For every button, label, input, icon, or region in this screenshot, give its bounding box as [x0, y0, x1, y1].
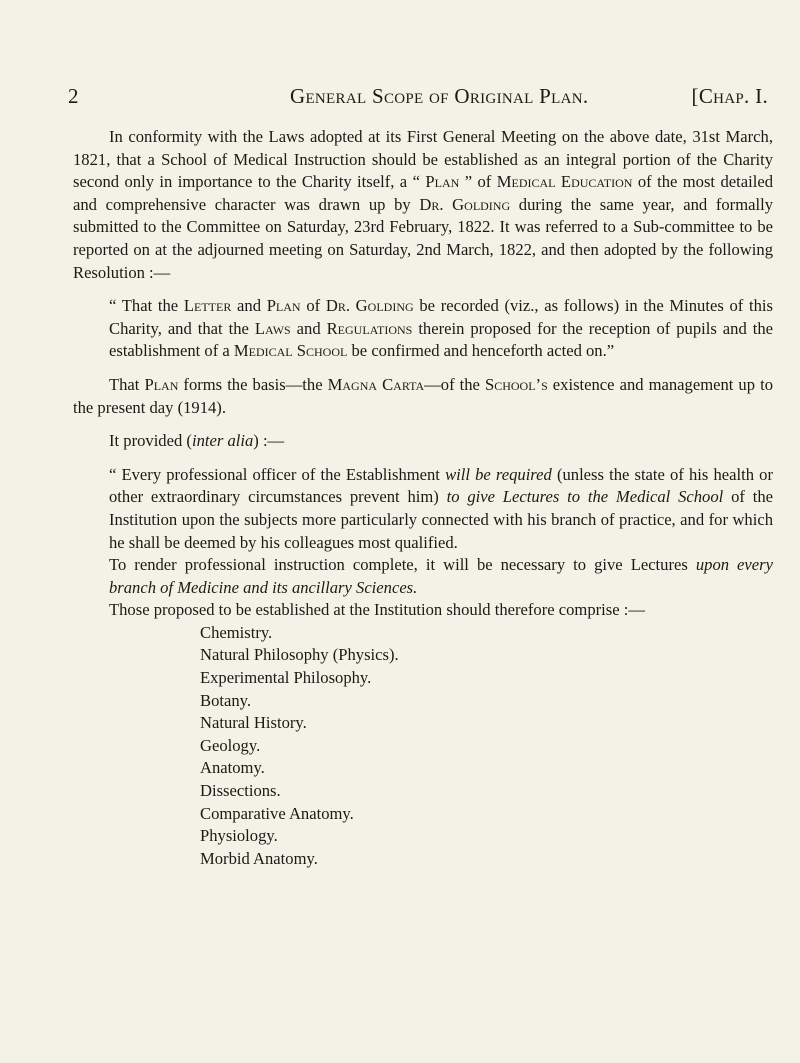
paragraph-render: [109, 554, 773, 599]
running-title: General Scope of Original Plan.: [290, 84, 589, 108]
text-run: of the most detailed and comprehensive character was drawn up by: [73, 172, 773, 214]
text-run: be recorded (viz., as follows) in the Minutes of this Charity, and that the: [109, 296, 773, 338]
text-run: Dr. Golding: [325, 296, 414, 316]
text-run: and: [231, 296, 267, 316]
text-run: Those proposed to be established at the Institution should therefore comprise :—: [109, 600, 645, 620]
text-run: to give Lectures to the Medical School: [446, 487, 724, 507]
resolution-quote: [109, 295, 773, 363]
text-run: —of the: [424, 374, 485, 394]
lectures-quote: [109, 464, 773, 554]
text-run: upon every branch of Medicine and its ancillary Sciences.: [109, 555, 773, 597]
text-run: existence and management up to the present day (1914).: [73, 374, 773, 417]
text-run: Plan: [144, 374, 179, 394]
text-run: (unless the state of his health or other extraordinary circumstances prevent him): [109, 464, 773, 507]
page-number: 2: [68, 84, 79, 108]
list-item: Anatomy.: [200, 758, 265, 778]
list-item: Chemistry.: [200, 622, 273, 642]
subject-list: [200, 622, 773, 871]
text-run: “ Every professional officer of the Establishment: [109, 464, 446, 484]
page-body: [73, 126, 773, 870]
text-run: of: [300, 296, 326, 316]
text-run: Laws: [254, 318, 291, 338]
text-run: Plan: [266, 296, 301, 316]
list-item: Morbid Anatomy.: [200, 848, 318, 868]
text-run: In conformity with the Laws adopted at its First General Meeting on the above date, 31st March, 1821, that a School of Medical Instruction should be established as an integral portion of the Charity second only in importance to the Charity itself, a “: [73, 127, 773, 192]
list-item: Comparative Anatomy.: [200, 803, 354, 823]
text-run: forms the basis—the: [178, 374, 328, 394]
paragraph-conformity: [73, 126, 773, 284]
text-run: “ That the: [109, 296, 184, 316]
text-run: be confirmed and henceforth acted on.”: [347, 341, 615, 361]
list-item: Dissections.: [200, 781, 281, 801]
text-run: It provided (: [109, 431, 192, 451]
list-item: Physiology.: [200, 826, 278, 846]
text-run: Magna Carta: [327, 374, 425, 394]
text-run: Medical School: [233, 341, 348, 361]
list-item: Natural Philosophy (Physics).: [200, 645, 399, 665]
text-run: of the Institution upon the subjects more particularly connected with his branch of practice, and for which he shall be deemed by his colleagues most qualified.: [109, 487, 773, 552]
list-item: Botany.: [200, 690, 252, 710]
text-run: Medical Education: [496, 172, 633, 192]
text-run: That: [109, 374, 145, 394]
text-run: ) :—: [253, 431, 285, 451]
text-run: and: [290, 318, 327, 338]
list-item: Geology.: [200, 735, 261, 755]
text-run: ” of: [459, 172, 497, 192]
list-item: Experimental Philosophy.: [200, 668, 372, 688]
text-run: Letter: [183, 296, 232, 316]
running-header: [68, 84, 768, 112]
text-run: will be required: [445, 464, 552, 484]
list-item: Natural History.: [200, 713, 307, 733]
text-run: School’s: [484, 374, 548, 394]
text-run: To render professional instruction complete, it will be necessary to give Lectures: [109, 555, 696, 575]
text-run: inter alia: [191, 431, 254, 451]
paragraph-basis: [73, 374, 773, 419]
paragraph-comprise: [109, 599, 773, 622]
text-run: during the same year, and formally submitted to the Committee on Saturday, 23rd February, 1822. It was referred to a Sub-committee to be reported on at the adjourned meeting on Saturday, 2nd March, 1822, and then adopted by the following Resolution :—: [73, 194, 773, 282]
chapter-label: [Chap. I.: [691, 84, 768, 108]
text-run: Dr. Golding: [419, 194, 511, 214]
text-run: therein proposed for the reception of pupils and the establishment of a: [109, 318, 773, 361]
paragraph-provided: [109, 430, 773, 453]
text-run: Regulations: [326, 318, 413, 338]
text-run: Plan: [425, 172, 460, 192]
